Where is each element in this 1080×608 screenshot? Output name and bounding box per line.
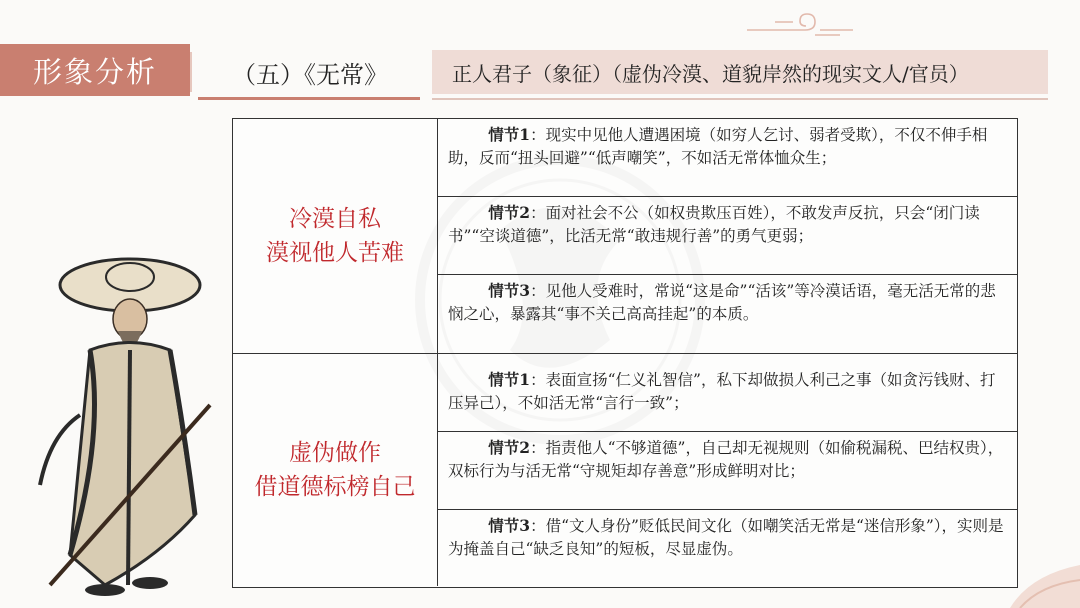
table-row (438, 119, 1017, 197)
header-band-underline (432, 98, 1048, 100)
group-label-line: 借道德标榜自己 (254, 474, 416, 500)
header-band-text: 正人君子（象征）（虚伪冷漠、道貌岸然的现实文人/官员） (452, 61, 969, 86)
group-cells (438, 354, 1017, 586)
header-band (432, 50, 1048, 94)
scholar-figure-icon (10, 255, 240, 608)
plot-lead: 情节3 (488, 516, 531, 535)
plot-lead: 情节1 (488, 125, 531, 144)
table-row (438, 275, 1017, 354)
group-label-line: 虚伪做作 (289, 440, 381, 466)
section-tag: 形象分析 (0, 44, 190, 96)
table-group (233, 119, 1017, 354)
plot-lead: 情节3 (488, 281, 531, 300)
plot-text: ：指责他人“不够道德”，自己却无视规则（如偷税漏税、巴结权贵），双标行为与活无常“守规矩却存善意”形成鲜明对比； (448, 439, 1004, 480)
page-title: （五）《无常》 (232, 60, 388, 89)
table-group (233, 354, 1017, 586)
plot-text: ：借“文人身份”贬低民间文化（如嘲笑活无常是“迷信形象”），实则是为掩盖自己“缺乏良知”的短板，尽显虚伪。 (448, 517, 1004, 558)
cloud-decoration-icon (745, 8, 855, 38)
group-label (233, 119, 438, 353)
wave-decoration-icon (1010, 545, 1080, 608)
group-label-line: 冷漠自私 (289, 206, 381, 232)
analysis-table (232, 118, 1018, 588)
plot-text: ：现实中见他人遭遇困境（如穷人乞讨、弱者受欺），不仅不伸手相助，反而“扭头回避”“低声嘲笑”，不如活无常体恤众生； (448, 126, 988, 167)
plot-text: ：面对社会不公（如权贵欺压百姓），不敢发声反抗，只会“闭门读书”“空谈道德”，比活无常“敢违规行善”的勇气更弱； (448, 204, 980, 245)
group-cells (438, 119, 1017, 353)
group-label (233, 354, 438, 586)
plot-text: ：见他人受难时，常说“这是命”“活该”等冷漠话语，毫无活无常的悲悯之心，暴露其“事不关己高高挂起”的本质。 (448, 282, 996, 323)
title-underline (198, 97, 420, 100)
table-row (438, 510, 1017, 586)
plot-lead: 情节1 (488, 370, 531, 389)
group-label-line: 漠视他人苦难 (266, 240, 404, 266)
table-row (438, 432, 1017, 510)
plot-lead: 情节2 (488, 203, 531, 222)
table-row (438, 354, 1017, 432)
plot-lead: 情节2 (488, 438, 531, 457)
table-row (438, 197, 1017, 275)
plot-text: ：表面宣扬“仁义礼智信”，私下却做损人利己之事（如贪污钱财、打压异己），不如活无常“言行一致”； (448, 371, 996, 412)
